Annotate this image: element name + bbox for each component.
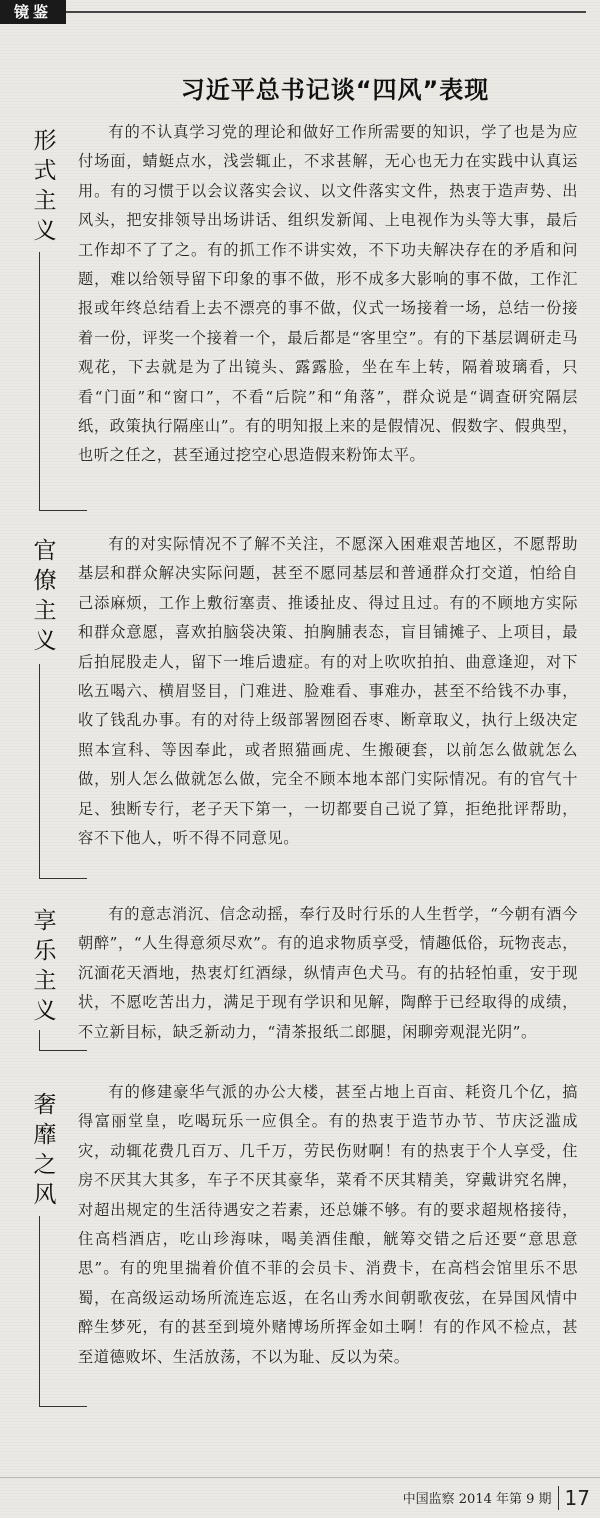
section-bracket-tick	[39, 510, 87, 511]
section-label: 享乐主义	[33, 908, 57, 1024]
publication-info: 中国监察 2014 年第 9 期	[402, 1492, 552, 1507]
section-bracket-tick	[39, 1050, 87, 1051]
section-bracket-line	[39, 1216, 40, 1406]
section-marker-bureaucratism	[12, 536, 68, 656]
section-bracket-line	[39, 252, 40, 510]
section-bracket-tick	[39, 878, 87, 879]
article-title: 习近平总书记谈“四风”表现	[180, 76, 490, 104]
section-label: 形式主义	[33, 128, 57, 244]
section-paragraph: 有的修建豪华气派的办公大楼，甚至占地上百亩、耗资几个亿，搞得富丽堂皇，吃喝玩乐一应俱全。有的热衷于造节办节、节庆泛滥成灾，动辄花费几百万、几千万，劳民伤财啊！有的热衷于个人享受，住房不厌其大其多，车子不厌其豪华，菜肴不厌其精美，穿戴讲究名牌，对超出规定的生活待遇安之若素，还总嫌不够。有的要求超规格接待，住高档酒店，吃山珍海味，喝美酒佳酿，觥筹交错之后还要“意思意思”。有的兜里揣着价值不菲的会员卡、消费卡，在高档会馆里乐不思蜀，在高级运动场所流连忘返，在名山秀水间朝歌夜弦，在异国风情中醉生梦死，有的甚至到境外赌博场所挥金如土啊！有的作风不检点，甚至道德败坏、生活放荡，不以为耻、反以为荣。	[78, 1083, 578, 1366]
section-marker-extravagance	[12, 1090, 68, 1210]
section-tag: 镜鉴	[0, 0, 66, 24]
section-paragraph: 有的对实际情况不了解不关注，不愿深入困难艰苦地区，不愿帮助基层和群众解决实际问题，甚至不愿同基层和普通群众打交道，怕给自己添麻烦，工作上敷衍塞责、推诿扯皮、得过且过。有的不顾地方实际和群众意愿，喜欢拍脑袋决策、拍胸脯表态，盲目铺摊子、上项目，最后拍屁股走人，留下一堆后遗症。有的对上吹吹拍拍、曲意逢迎，对下吆五喝六、横眉竖目，门难进、脸难看、事难办，甚至不给钱不办事，收了钱乱办事。有的对待上级部署囫囵吞枣、断章取义，执行上级决定照本宣科、等因奉此，或者照猫画虎、生搬硬套，以前怎么做就怎么做，别人怎么做就怎么做，完全不顾本地本部门实际情况。有的官气十足、独断专行，老子天下第一，一切都要自己说了算，拒绝批评帮助，容不下他人，听不得不同意见。	[78, 535, 578, 848]
section-label: 官僚主义	[33, 538, 57, 654]
page-number: 17	[558, 1486, 590, 1510]
section-label: 奢靡之风	[33, 1092, 57, 1208]
header-rule	[66, 11, 586, 13]
page-footer	[403, 1486, 590, 1510]
section-paragraph: 有的不认真学习党的理论和做好工作所需要的知识，学了也是为应付场面，蜻蜓点水，浅尝辄止，不求甚解，无心也无力在实践中认真运用。有的习惯于以会议落实会议、以文件落实文件，热衷于造声势、出风头，把安排领导出场讲话、组织发新闻、上电视作为头等大事，最后工作却不了了之。有的抓工作不讲实效，不下功夫解决存在的矛盾和问题，难以给领导留下印象的事不做，形不成多大影响的事不做，工作汇报或年终总结看上去不漂亮的事不做，仪式一场接着一场，总结一份接着一份，评奖一个接着一个，最后都是“客里空”。有的下基层调研走马观花，下去就是为了出镜头、露露脸，坐在车上转，隔着玻璃看，只看“门面”和“窗口”，不看“后院”和“角落”，群众说是“调查研究隔层纸，政策执行隔座山”。有的明知报上来的是假情况、假数字、假典型，也听之任之，甚至通过挖空心思造假来粉饰太平。	[78, 123, 578, 465]
section-bracket-line	[39, 1030, 40, 1050]
section-paragraph: 有的意志消沉、信念动摇，奉行及时行乐的人生哲学，“今朝有酒今朝醉”，“人生得意须尽欢”。有的追求物质享受，情趣低俗，玩物丧志，沉湎花天酒地，热衷灯红酒绿，纵情声色犬马。有的拈轻怕重，安于现状，不愿吃苦出力，满足于现有学识和见解，陶醉于已经取得的成绩，不立新目标，缺乏新动力，“清茶报纸二郎腿，闲聊旁观混光阴”。	[78, 905, 578, 1041]
section-marker-hedonism	[12, 906, 68, 1026]
section-marker-formalism	[12, 126, 68, 246]
section-bracket-tick	[39, 1406, 87, 1407]
section-bracket-line	[39, 664, 40, 878]
footer-rule	[0, 1477, 600, 1478]
